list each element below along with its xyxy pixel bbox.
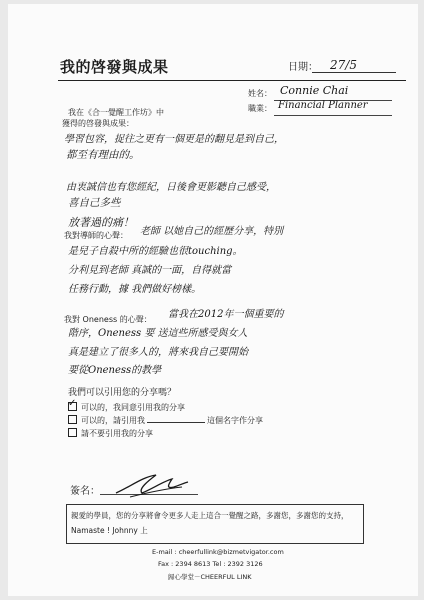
job-value: Financial Planner	[278, 100, 368, 111]
job-underline	[274, 115, 392, 116]
share-option-2-suffix: 這個名字作分享	[207, 416, 263, 425]
signature-scribble	[112, 467, 192, 501]
date-underline	[312, 72, 396, 73]
date-label: 日期：	[288, 62, 318, 73]
teacher-line-2: 是兒子自殺中所的經驗也很touching。	[68, 246, 243, 257]
teacher-line-3: 分利見到老師 真誠的一面，自得就當	[68, 265, 232, 276]
oneness-line-4: 要從Oneness的教學	[68, 365, 162, 376]
checkbox-icon[interactable]	[68, 415, 77, 424]
signature-label: 簽名：	[70, 486, 100, 497]
inspiration-line-3: 由衷誠信也有您經紀，日後會更影聽自己感受，	[66, 182, 276, 193]
title-rule	[58, 80, 406, 81]
oneness-label: 我對 Oneness 的心聲：	[64, 315, 152, 324]
teacher-label: 我對導師的心聲：	[64, 231, 128, 240]
inspiration-label: 獲得的啓發與成果：	[62, 119, 134, 128]
share-question: 我們可以引用您的分享嗎？	[68, 388, 177, 398]
checkbox-checked-icon[interactable]	[68, 402, 77, 411]
share-option-2[interactable]	[68, 415, 263, 426]
share-option-2-blank[interactable]	[147, 422, 205, 423]
share-option-1-label: 可以的，我同意引用我的分享	[81, 403, 185, 412]
oneness-line-1: 當我在2012年一個重要的	[168, 309, 284, 320]
organization-name: 歸心學堂－CHEERFUL LINK	[168, 573, 252, 581]
contact-fax-tel: Fax : 2394 8613 Tel : 2392 3126	[158, 560, 263, 568]
teacher-line-1: 老師 以她自己的經歷分享，特別	[140, 226, 284, 237]
share-option-1[interactable]	[68, 402, 185, 413]
inspiration-line-4: 喜自己多些	[68, 197, 121, 209]
thank-you-box	[66, 504, 364, 544]
oneness-line-3: 真是建立了很多人的，將來我自己要開始	[68, 347, 248, 358]
workshop-prefix: 我在《合一覺醒工作坊》中	[68, 108, 164, 117]
inspiration-line-1: 學習包容，捉往之更有一個更是的翻見是到自己，	[64, 134, 284, 145]
share-option-3-label: 請不要引用我的分享	[81, 429, 153, 438]
inspiration-line-5: 放著過的痛！	[68, 216, 134, 229]
inspiration-line-2: 都至有理由的。	[66, 149, 140, 161]
job-label: 職業：	[248, 104, 272, 113]
contact-email: E-mail : cheerfullink@bizmetvigator.com	[152, 548, 284, 556]
share-option-3[interactable]	[68, 428, 153, 439]
thank-you-line-1: 親愛的學員，您的分享將會令更多人走上這合一覺醒之路，多謝您，多謝您的支持，	[71, 511, 349, 520]
form-title: 我的啓發與成果	[60, 58, 169, 76]
teacher-line-4: 任務行動，據 我們做好榜樣。	[68, 284, 202, 295]
name-label: 姓名：	[248, 89, 272, 98]
thank-you-line-2: Namaste ! Johnny 上	[71, 526, 148, 535]
share-option-2-prefix: 可以的，請引用我	[81, 416, 145, 425]
name-value: Connie Chai	[280, 84, 349, 97]
checkbox-icon[interactable]	[68, 428, 77, 437]
oneness-line-2: 階序，Oneness 要 送這些所感受與女人	[68, 328, 248, 339]
form-page	[8, 4, 418, 596]
date-value: 27/5	[330, 58, 357, 72]
